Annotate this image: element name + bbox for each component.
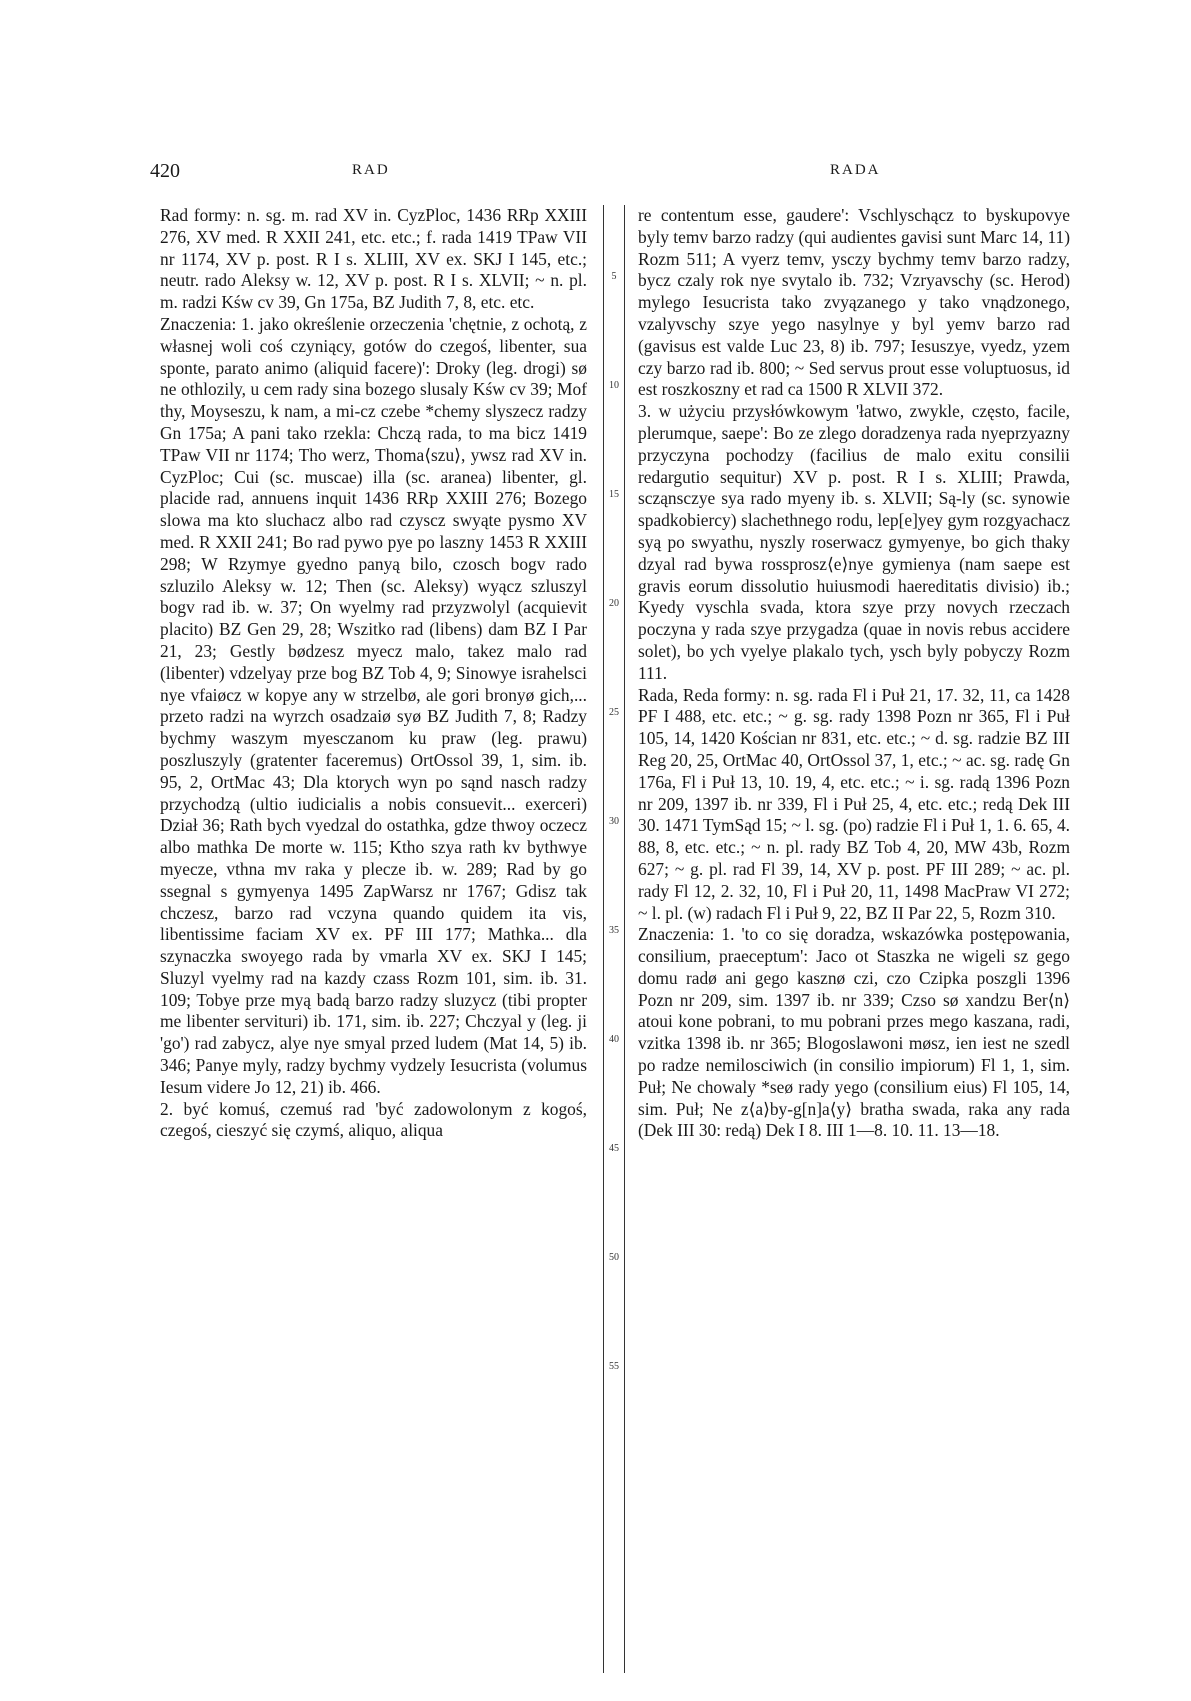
left-column xyxy=(160,205,587,1675)
entry-rad-meaning-3: 3. w użyciu przysłówkowym 'łatwo, zwykle, często, facile, plerumque, saepe': Bo ze zlego doradzenya rada nyeprzyazny przyczyna pochodzy (facilius de malo exitu consilii redargutio sequitur) XV p. post. R I s. XLIII; Prawda, scząnsczye sya rado myeny ib. s. XLVII; Są-ly (sc. synowie spadkobiercy) slachethnego rodu, lep[e]yey gym rozgyachacz syą po swyathu, nyszly roserwacz gymyenye, bo gich thaky dzyal rad bywa rossprosz⟨e⟩nye gymienya (nam saepe est gravis eorum dissolutio huiusmodi haereditatis divisio) ib.; Kyedy vyschla svada, ktora szye przy novych rzeczach poczyna y rada szye przygadza (quae in novis rebus accidere solet), bo ych vyelye plakalo tych, ysch byly pobyczy Rozm 111. xyxy=(638,401,1070,683)
running-headword-right: RADA xyxy=(830,162,881,178)
page-number: 420 xyxy=(150,160,180,182)
column-divider-left xyxy=(603,205,604,1673)
line-number-gutter xyxy=(605,205,623,1675)
entry-rad-meaning-1: Znaczenia: 1. jako określenie orzeczenia 'chętnie, z ochotą, z własnej woli coś czyniący, gotów do czegoś, libenter, sua sponte, parato animo (aliquid facere)': Droky (leg. drogi) sø ne othlozily, u cem rady sina bozego slusaly Kśw cv 39; Mof thy, Moyseszu, k nam, a mi-cz czebe *chemy slyszecz radzy Gn 175a; A pani tako rzekla: Chczą rada, to ma bicz 1419 TPaw VII nr 1174; Tho werz, Thoma⟨szu⟩, ywsz rad XV in. CyzPloc; Cui (sc. muscae) illa (sc. aranea) libenter, gl. placide rad, annuens inquit 1436 RRp XXIII 276; Bozego slowa ma kto sluchacz albo rad czyscz swyąte pysmo XV med. R XXII 241; Bo rad pywo pye po laszny 1453 R XXIII 298; W Rzymye gyedno panyą bilo, czosch bogv rado szluzilo Aleksy w. 12; Then (sc. Aleksy) wyącz szluszyl bogv rad ib. w. 37; On wyelmy rad przyzwolyl (acquievit placito) BZ Gen 29, 28; Wszitko rad (libens) dam BZ I Par 21, 23; Gestly bødzesz myecz malo, takez malo rad (libenter) vdzelyay prze bog BZ Tob 4, 9; Sinowye israhelsci nye vfaiøcz w kopye any w strzelbø, ale gori bronyø gich,... przeto radzi na wyrzch osadzaiø syø BZ Judith 7, 8; Radzy bychmy waszym myesczanom ku praw (leg. prawu) poszluszyly (gratenter faceremus) OrtOssol 39, 1, sim. ib. 95, 2, OrtMac 43; Dla ktorych wyn po sąnd nasch radzy przychodzą (ultio iudicialis a nobis consuevit... exerceri) Dział 36; Rath bych vyedzal do ostathka, gdze thwoy oczecz albo mathka De morte w. 115; Ktho szya rath kv bythwye myecze, vthna mv raka y plecze ib. w. 289; Rad by go ssegnal s gymyenya 1495 ZapWarsz nr 1767; Gdisz tak chczesz, barzo rad vczyna quando quidem ita vis, libentissime faciam XV ex. PF III 177; Mathka... dla szynaczka swoyego rada by vmarla XV ex. SKJ I 145; Sluzyl vyelmy rad na kazdy czass Rozm 101, sim. ib. 31. 109; Tobye prze myą badą barzo radzy sluzycz (tibi propter me libenter servituri) ib. 171, sim. ib. 227; Chczyal y (leg. ji 'go') rad zabycz, alye nye smyal przed ludem (Mat 14, 5) ib. 346; Panye myly, radzy bychmy vydzely Iesucrista (volumus Iesum videre Jo 12, 21) ib. 466. xyxy=(160,313,587,1097)
entry-rad-forms: Rad formy: n. sg. m. rad XV in. CyzPloc, 1436 RRp XXIII 276, XV med. R XXII 241, etc. etc.; f. rada 1419 TPaw VII nr 1174, XV p. post. R I s. XLIII, XV ex. SKJ I 145, etc.; neutr. rado Aleksy w. 12, XV p. post. R I s. XLVII; ~ n. pl. m. radzi Kśw cv 39, Gn 175a, BZ Judith 7, 8, etc. etc. xyxy=(160,205,587,313)
line-number: 35 xyxy=(609,925,619,936)
line-number: 5 xyxy=(611,271,617,282)
line-number: 40 xyxy=(609,1034,619,1045)
line-number: 25 xyxy=(609,707,619,718)
entry-rad-meaning-2-cont: re contentum esse, gaudere': Vschlyschącz to byskupovye byly temv barzo radzy (qui audientes gavisi sunt Marc 14, 11) Rozm 511; A vyerz temv, ysczy bychmy temv barzo radzy, bycz czaly rok nye svytalo ib. 732; Vzryavschy (sc. Herod) mylego Iesucrista tako zvyązanego y tako vnądzonego, vzalyvschy szye yego nasylnye y byl yemv barzo rad (gavisus est valde Luc 23, 8) ib. 797; Iesuszye, vyedz, yzem czy barzo rad ib. 800; ~ Sed servus prout esse voluptuosus, id est roszkoszny et rad ca 1500 R XLVII 372. xyxy=(638,205,1070,400)
entry-rada-meaning-1: Znaczenia: 1. 'to co się doradza, wskazówka postępowania, consilium, praeceptum': Jaco ot Staszka ne wigeli sz gego domu radø ani gego kasznø czi, czo Czipka poszgli 1396 Pozn nr 209, sim. 1397 ib. nr 339; Czso sø xandzu Ber⟨n⟩atoui kone pobrani, to mu pobrani przes mego kaszana, radi, vzitka 1398 ib. nr 365; Blogoslawoni møsz, ien iest ne szedl po radze nemilosciwich (in consilio impiorum) Fl 1, 1, sim. Puł; Ne chowaly *seø rady yego (consilium eius) Fl 105, 14, sim. Puł; Ne z⟨a⟩by-g[n]a⟨y⟩ bratha swada, raka any rada (Dek III 30: redą) Dek I 8. III 1—8. 10. 11. 13—18. xyxy=(638,924,1070,1141)
entry-rad-meaning-2-start: 2. być komuś, czemuś rad 'być zadowolonym z kogoś, czegoś, cieszyć się czymś, aliquo, aliqua xyxy=(160,1098,587,1141)
line-number: 45 xyxy=(609,1143,619,1154)
line-number: 30 xyxy=(609,816,619,827)
column-divider-right xyxy=(624,205,625,1673)
right-column xyxy=(638,205,1070,1675)
line-number: 10 xyxy=(609,380,619,391)
running-headword-left: RAD xyxy=(352,162,390,178)
entry-rada-forms: Rada, Reda formy: n. sg. rada Fl i Puł 21, 17. 32, 11, ca 1428 PF I 488, etc. etc.; ~ g. sg. rady 1398 Pozn nr 365, Fl i Puł 105, 14, 1420 Kościan nr 831, etc. etc.; ~ d. sg. radzie BZ III Reg 20, 25, OrtMac 40, OrtOssol 37, 1, etc.; ~ ac. sg. radę Gn 176a, Fl i Puł 13, 10. 19, 4, etc. etc.; ~ i. sg. radą 1396 Pozn nr 209, 1397 ib. nr 339, Fl i Puł 25, 4, etc. etc.; redą Dek III 30. 1471 TymSąd 15; ~ l. sg. (po) radzie Fl i Puł 1, 1. 6. 65, 4. 88, 8, etc. etc.; ~ n. pl. rady BZ Tob 4, 20, MW 43b, Rozm 627; ~ g. pl. rad Fl 39, 14, XV p. post. PF III 289; ~ ac. pl. rady Fl 12, 2. 32, 10, Fl i Puł 20, 11, 1498 MacPraw VI 272; ~ l. pl. (w) radach Fl i Puł 9, 22, BZ II Par 22, 5, Rozm 310. xyxy=(638,684,1070,923)
line-number: 55 xyxy=(609,1361,619,1372)
line-number: 15 xyxy=(609,489,619,500)
line-number: 50 xyxy=(609,1252,619,1263)
line-number: 20 xyxy=(609,598,619,609)
page-header xyxy=(150,160,1050,184)
